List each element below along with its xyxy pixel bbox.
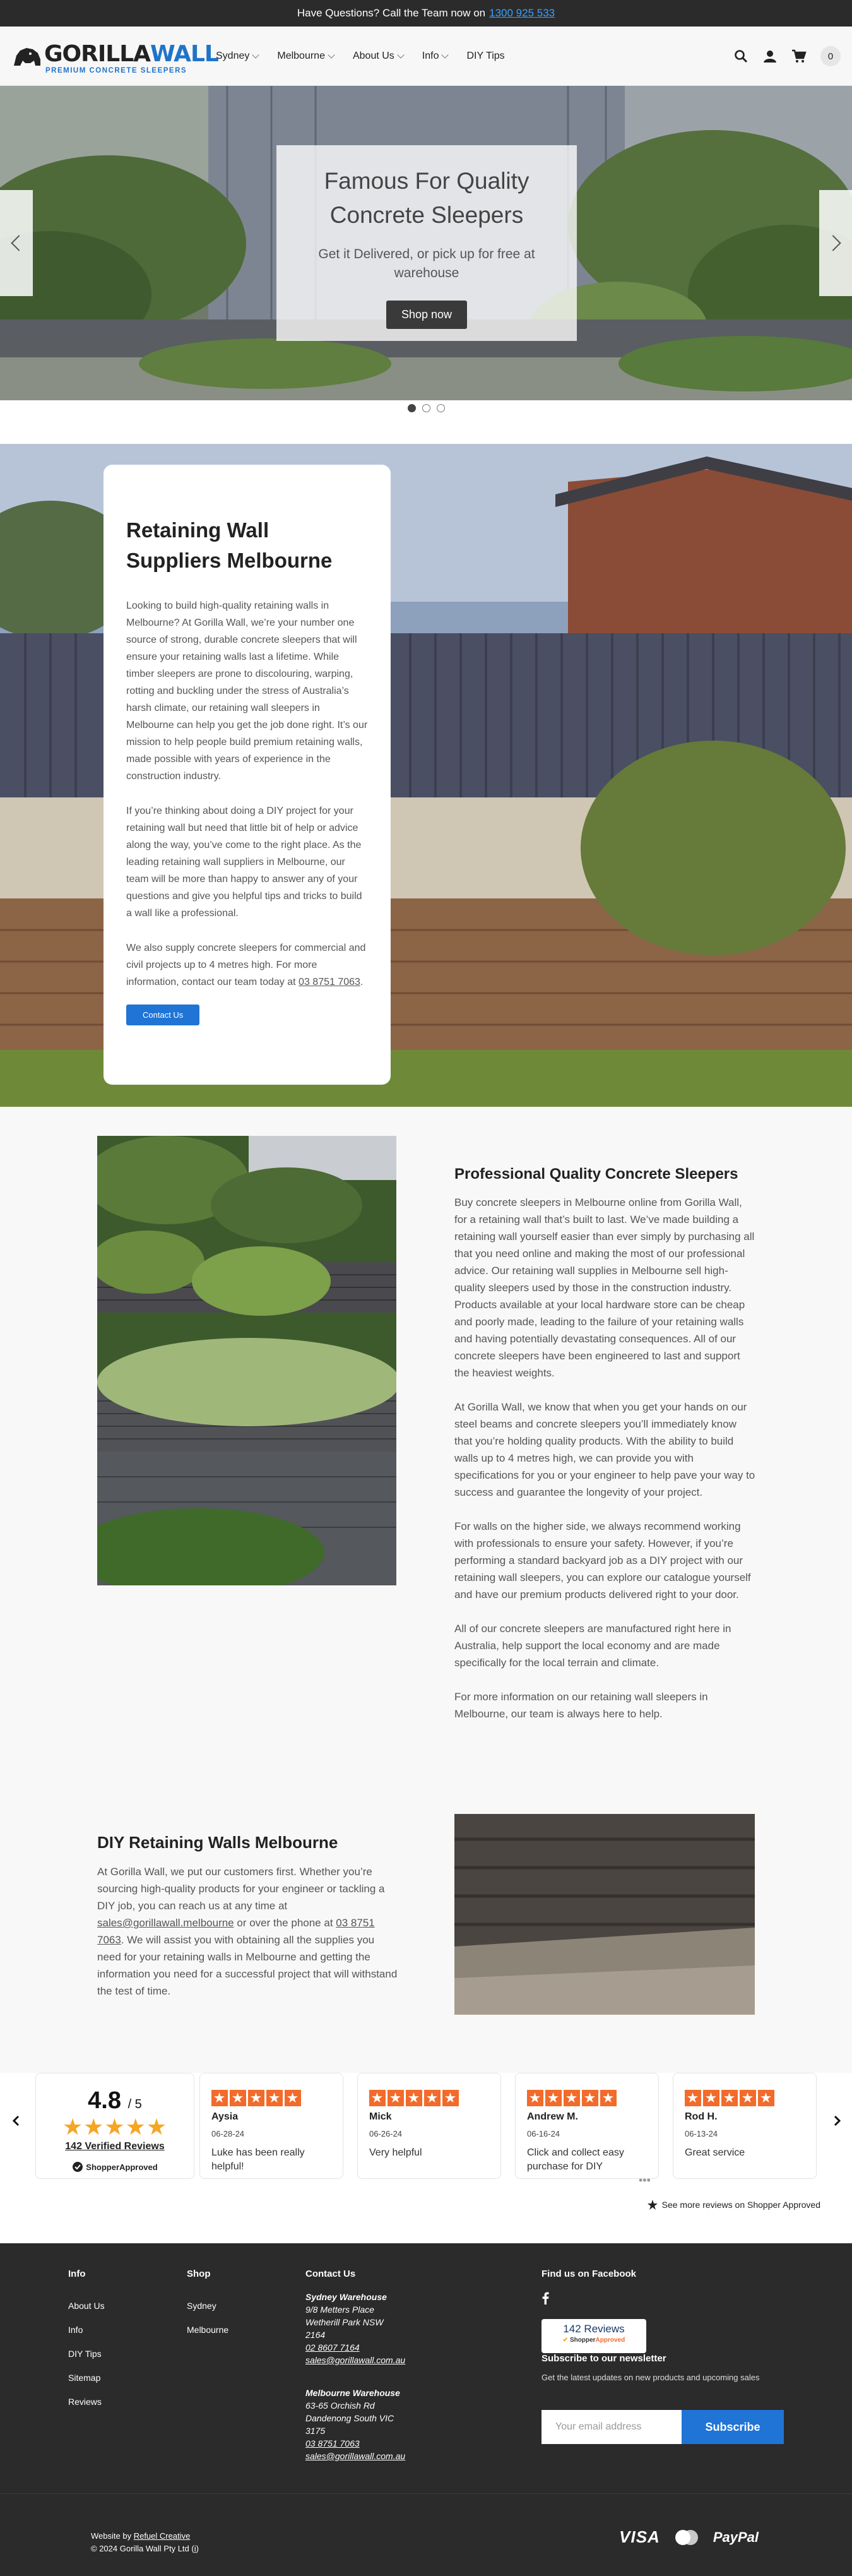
footer-link-info[interactable]: Info	[68, 2325, 83, 2335]
facebook-icon[interactable]	[541, 2292, 549, 2305]
hero-dot-1[interactable]	[408, 404, 416, 412]
melbourne-email-link[interactable]: sales@gorillawall.com.au	[305, 2451, 406, 2461]
nav-item-diy-tips[interactable]	[466, 51, 504, 62]
retaining-wall-paragraph-2: If you’re thinking about doing a DIY project for your retaining wall but need that little bit of help or advice along the way, you’ve come to the right place. As the leading retaining wall suppliers in Melbourne, our team will be more than happy to answer any of your questions and give you helpful tips and tricks to build a wall like a professional.	[126, 806, 362, 919]
site-header	[0, 27, 852, 86]
contact-phone-link[interactable]: 03 8751 7063	[299, 977, 360, 987]
nav-item-about-us[interactable]	[353, 51, 403, 62]
footer-link-melbourne[interactable]: Melbourne	[187, 2325, 229, 2335]
nav-label: DIY Tips	[466, 51, 505, 61]
hero-subtitle: Get it Delivered, or pick up for free at warehouse	[318, 247, 535, 280]
reviewer-name: Rod H.	[685, 2111, 718, 2122]
mastercard-icon	[674, 2529, 699, 2546]
footer-link-diy-tips[interactable]: DIY Tips	[68, 2349, 102, 2359]
review-stars-icon: ★ ★ ★ ★ ★	[369, 2087, 489, 2106]
newsletter-text: Get the latest updates on new products and upcoming sales	[541, 2373, 760, 2382]
review-date: 06-26-24	[369, 2129, 403, 2138]
review-text: Great service	[685, 2147, 745, 2158]
announcement-bar	[0, 0, 852, 27]
diy-paragraph	[97, 1863, 399, 2000]
facebook-title: Find us on Facebook	[541, 2269, 637, 2279]
shopper-approved-badge[interactable]	[541, 2319, 646, 2353]
announcement-text: Have Questions? Call the Team now on	[297, 7, 486, 19]
newsletter-block	[541, 2353, 807, 2382]
nav-label: Info	[422, 51, 439, 61]
account-icon[interactable]	[762, 49, 778, 64]
warehouse-name: Melbourne Warehouse	[305, 2388, 400, 2398]
header-icons	[733, 27, 841, 86]
sales-email-link[interactable]: sales@gorillawall.melbourne	[97, 1917, 234, 1929]
copyright-end: )	[196, 2544, 199, 2553]
review-score	[36, 2087, 194, 2114]
footer-shop-title: Shop	[187, 2269, 211, 2279]
professional-quality-text	[454, 1164, 756, 1739]
footer-contact-title: Contact Us	[305, 2269, 356, 2279]
chevron-down-icon	[397, 51, 404, 58]
search-icon[interactable]	[733, 49, 748, 64]
badge-brand-b: Approved	[595, 2337, 625, 2344]
chevron-down-icon	[328, 51, 334, 58]
footer-link-sitemap[interactable]: Sitemap	[68, 2373, 101, 2383]
paragraph-text: At Gorilla Wall, we put our customers first. Whether you’re sourcing high-quality products for your engineer or tackling a DIY job, you can reach us at any time at	[97, 1866, 385, 1912]
hero-dot-3[interactable]	[437, 404, 445, 412]
retaining-wall-paragraph-1: Looking to build high-quality retaining walls in Melbourne? At Gorilla Wall, we’re your number one source of strong, durable concrete sleepers that will ensure your retaining walls last a lifetime. While timber sleepers are prone to discolouring, warping, rotting and buckling under the stress of Australia’s harsh climate, our retaining wall sleepers in Melbourne can help you get the job done right. It’s our mission to help people build premium retaining walls, made possible with years of experience in the construction industry.	[126, 600, 368, 782]
logo-word-wall: WALL	[150, 41, 218, 67]
review-stars-icon: ★ ★ ★ ★ ★	[211, 2087, 331, 2106]
summary-stars-icon: ★★★★★	[62, 2114, 168, 2140]
see-more-reviews-link[interactable]	[647, 2199, 820, 2210]
footer-info-column	[68, 2269, 105, 2421]
chevron-left-icon	[11, 235, 27, 251]
review-card[interactable]	[357, 2073, 501, 2179]
newsletter-title: Subscribe to our newsletter	[541, 2353, 666, 2364]
logo-wordmark	[44, 42, 218, 67]
paypal-icon: PayPal	[713, 2529, 759, 2545]
visa-icon: VISA	[619, 2527, 660, 2546]
address-line: 63-65 Orchish Rd	[305, 2400, 375, 2411]
site-footer	[0, 2243, 852, 2576]
professional-paragraph-5: For more information on our retaining wall sleepers in Melbourne, our team is always here to help.	[454, 1691, 708, 1720]
reviews-carousel	[0, 2073, 852, 2243]
sydney-phone-link[interactable]: 02 8607 7164	[305, 2342, 360, 2352]
professional-paragraph-3: For walls on the higher side, we always recommend working with professionals to ensure your safety. However, if you’re performing a standard backyard job as a DIY project with our retaining wall sleepers, you can explore our catalogue yourself and have our premium products delivered right to your door.	[454, 1520, 751, 1601]
copyright-link[interactable]: i	[194, 2544, 196, 2553]
cart-icon[interactable]	[791, 49, 807, 64]
contact-us-button[interactable]: Contact Us	[126, 1005, 199, 1025]
shop-now-button[interactable]: Shop now	[386, 301, 467, 329]
footer-info-title: Info	[68, 2269, 86, 2279]
sydney-email-link[interactable]: sales@gorillawall.com.au	[305, 2355, 406, 2365]
nav-item-melbourne[interactable]	[277, 51, 334, 62]
melbourne-phone-link[interactable]: 03 8751 7063	[305, 2438, 360, 2448]
badge-brand: ✔ ShopperApproved	[562, 2337, 625, 2344]
garden-terrace-image	[97, 1136, 396, 1585]
retaining-wall-paragraph-3	[126, 939, 368, 991]
address-line: Wetherill Park NSW	[305, 2317, 384, 2327]
nav-item-sydney[interactable]	[216, 51, 258, 62]
more-indicator: •••	[639, 2174, 651, 2186]
melbourne-warehouse-address	[305, 2387, 432, 2462]
logo-tagline: PREMIUM CONCRETE SLEEPERS	[45, 67, 187, 75]
announcement-phone-link[interactable]: 1300 925 533	[489, 7, 555, 19]
brand-name: ShopperApproved	[86, 2162, 158, 2172]
chevron-right-icon	[825, 235, 841, 251]
footer-contact-column	[305, 2269, 432, 2462]
shopper-approved-logo	[36, 2161, 194, 2173]
sleeper-wall-image	[454, 1814, 755, 2015]
diy-section-text	[97, 1832, 399, 2000]
footer-credits	[91, 2530, 199, 2555]
hero-pagination	[0, 404, 852, 412]
review-text: Very helpful	[369, 2147, 422, 2158]
site-logo[interactable]	[11, 41, 218, 75]
nav-item-info[interactable]	[422, 51, 448, 62]
badge-review-count: 142 Reviews	[563, 2323, 625, 2335]
refuel-creative-link[interactable]: Refuel Creative	[133, 2531, 191, 2541]
paragraph-text: We also supply concrete sleepers for commercial and civil projects up to 4 metres high. For more information, contact our team today at	[126, 943, 366, 987]
payment-methods	[619, 2527, 759, 2547]
professional-quality-title: Professional Quality Concrete Sleepers	[454, 1166, 738, 1183]
checkmark-icon	[72, 2161, 83, 2173]
paragraph-text: or over the phone at	[237, 1917, 333, 1929]
review-card[interactable]	[199, 2073, 343, 2179]
paragraph-text: . We will assist you with obtaining all the supplies you need for your retaining walls in Melbourne and getting the information you need for a successful project that will withstand the test of time.	[97, 1934, 398, 1997]
footer-link-about-us[interactable]: About Us	[68, 2301, 105, 2311]
subscribe-button[interactable]: Subscribe	[682, 2410, 784, 2444]
nav-label: Sydney	[216, 51, 250, 61]
newsletter-email-input[interactable]	[541, 2410, 682, 2444]
professional-paragraph-4: All of our concrete sleepers are manufactured right here in Australia, help support the local economy and are made specifically for the local terrain and climate.	[454, 1623, 731, 1669]
professional-quality-section	[0, 1107, 852, 2073]
review-stars-icon: ★ ★ ★ ★ ★	[527, 2087, 647, 2106]
footer-shop-column	[187, 2269, 228, 2349]
hero-title: Famous For Quality Concrete Sleepers	[324, 168, 530, 228]
warehouse-name: Sydney Warehouse	[305, 2292, 387, 2302]
retaining-wall-section	[0, 444, 852, 1107]
sydney-warehouse-address	[305, 2291, 432, 2366]
chevron-down-icon	[442, 51, 449, 58]
review-card[interactable]	[515, 2073, 659, 2179]
professional-paragraph-2: At Gorilla Wall, we know that when you get your hands on our steel beams and concrete sleepers you’ll immediately know that you’re holding quality products. With the ability to build walls up to 4 metres high, we can provide you with specifications for you or your engineer to help pave your way to success and guarantee the longevity of your project.	[454, 1401, 755, 1498]
paragraph-text: .	[360, 977, 364, 987]
reviewer-name: Mick	[369, 2111, 392, 2122]
reviewer-name: Andrew M.	[527, 2111, 578, 2122]
footer-divider	[0, 2493, 852, 2494]
reviews-prev-arrow[interactable]	[10, 2114, 23, 2127]
footer-facebook-column	[541, 2269, 636, 2306]
logo-word-gorilla: GORILLA	[44, 41, 151, 67]
verified-reviews-link[interactable]: 142 Verified Reviews	[65, 2141, 165, 2152]
diy-title: DIY Retaining Walls Melbourne	[97, 1833, 338, 1852]
footer-link-sydney[interactable]: Sydney	[187, 2301, 216, 2311]
review-date: 06-28-24	[211, 2129, 245, 2138]
address-line: 3175	[305, 2426, 326, 2436]
main-nav	[216, 27, 505, 86]
credit-prefix: Website by	[91, 2531, 132, 2541]
hero-prev-arrow[interactable]	[0, 190, 33, 296]
reviews-summary	[35, 2073, 194, 2179]
reviews-next-arrow[interactable]	[831, 2114, 843, 2127]
review-card[interactable]	[673, 2073, 817, 2179]
cart-count-badge[interactable]: 0	[820, 46, 841, 66]
hero-dot-2[interactable]	[422, 404, 430, 412]
score-max: / 5	[127, 2097, 142, 2111]
retaining-wall-card	[104, 465, 391, 1085]
review-text: Click and collect easy purchase for DIY	[527, 2147, 624, 2172]
hero-next-arrow[interactable]	[819, 190, 852, 296]
review-stars-icon: ★ ★ ★ ★ ★	[685, 2087, 805, 2106]
nav-label: About Us	[352, 51, 394, 61]
gorilla-logo-icon	[11, 44, 43, 67]
see-more-text: See more reviews on Shopper Approved	[661, 2200, 820, 2210]
score-value: 4.8	[88, 2087, 121, 2114]
retaining-wall-title: Retaining Wall Suppliers Melbourne	[126, 518, 333, 572]
chevron-down-icon	[252, 51, 259, 58]
diy-phone-link[interactable]: 03 8751 7063	[97, 1917, 375, 1946]
nav-label: Melbourne	[277, 51, 325, 61]
shopper-approved-icon	[647, 2199, 658, 2210]
review-date: 06-13-24	[685, 2129, 718, 2138]
professional-paragraph-1: Buy concrete sleepers in Melbourne online from Gorilla Wall, for a retaining wall that’s built to last. We’ve made building a retaining wall yourself easier than ever simply by purchasing all that you need online and making the most of our professional advice. Our retaining wall supplies in Melbourne sell high-quality sleepers used by those in the construction industry. Products available at your local hardware store can be cheap and poorly made, leading to the failure of your retaining walls and having potentially devastating consequences. All of our concrete sleepers have been engineered to last and support the heaviest weights.	[454, 1196, 755, 1379]
hero-caption-box	[276, 145, 577, 341]
address-line: 2164	[305, 2330, 326, 2340]
footer-link-reviews[interactable]: Reviews	[68, 2397, 102, 2407]
reviewer-name: Aysia	[211, 2111, 239, 2122]
newsletter-form	[541, 2410, 784, 2444]
badge-brand-a: Shopper	[569, 2337, 596, 2344]
copyright-text: © 2024 Gorilla Wall Pty Ltd (	[91, 2544, 194, 2553]
address-line: 9/8 Metters Place	[305, 2305, 374, 2315]
address-line: Dandenong South VIC	[305, 2413, 394, 2423]
review-date: 06-16-24	[527, 2129, 560, 2138]
review-text: Luke has been really helpful!	[211, 2147, 305, 2172]
hero-slider	[0, 86, 852, 400]
